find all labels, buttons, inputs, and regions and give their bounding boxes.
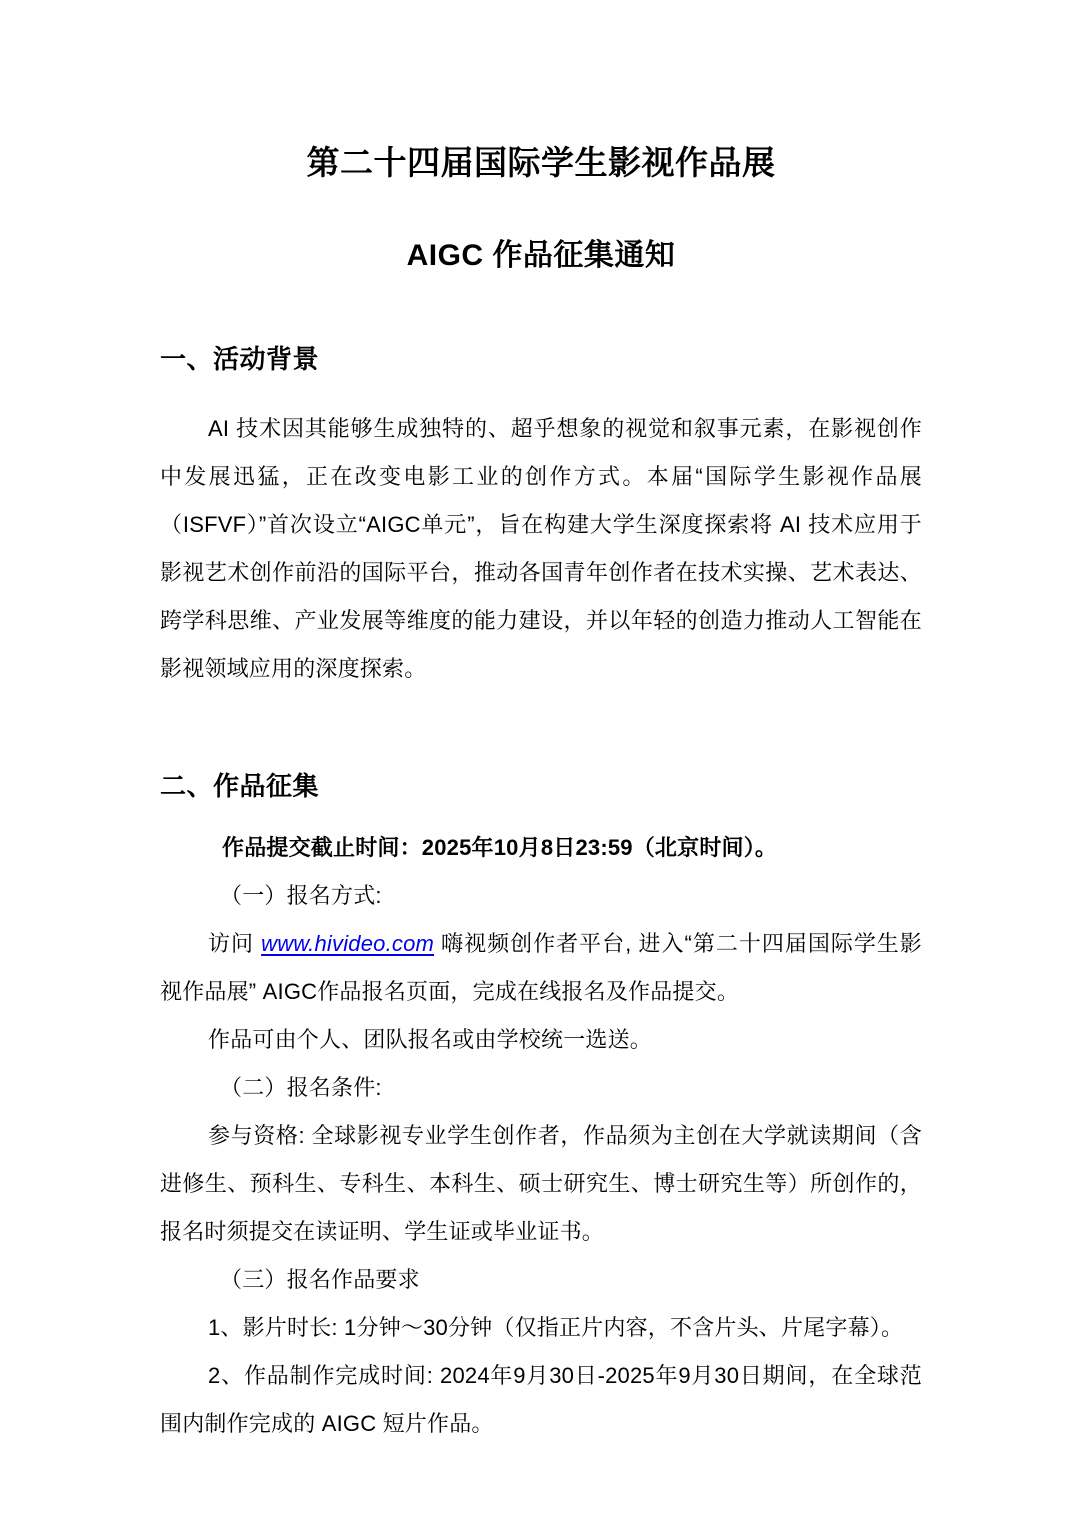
section-heading-background: 一、活动背景 <box>160 344 320 375</box>
background-paragraph: AI 技术因其能够生成独特的、超乎想象的视觉和叙事元素，在影视创作中发展迅猛，正在改变电影工业的创作方式。本届“国际学生影视作品展（ISFVF）”首次设立“AIGC单元”，旨在构建大学生深度探索将 AI 技术应用于影视艺术创作前沿的国际平台，推动各国青年创作者在技术实操、艺术表达、跨学科思维、产业发展等维度的能力建设，并以年轻的创造力推动人工智能在影视领域应用的深度探索。 <box>160 416 922 682</box>
registration-suffix-text: 嗨视频创作者平台, 进入“第二十四届国际学生影视作品展” AIGC作品报名页面，完成在线报名及作品提交。 <box>160 931 923 1005</box>
registration-prefix-text: 访问 <box>208 931 262 957</box>
registration-method-paragraph <box>160 920 922 1016</box>
submission-deadline: 作品提交截止时间：2025年10月8日23:59（北京时间）。 <box>222 835 778 861</box>
page-subtitle: AIGC 作品征集通知 <box>406 238 676 272</box>
subheading-registration-conditions: （二）报名条件: <box>220 1075 382 1101</box>
requirement-item-duration: 1、影片时长: 1分钟～30分钟（仅指正片内容，不含片头、片尾字幕）。 <box>208 1315 904 1341</box>
section-heading-submission: 二、作品征集 <box>160 771 320 802</box>
requirement-item-production-date: 2、作品制作完成时间: 2024年9月30日-2025年9月30日期间，在全球范围内制作完成的 AIGC 短片作品。 <box>160 1363 922 1437</box>
eligibility-paragraph: 参与资格: 全球影视专业学生创作者，作品须为主创在大学就读期间（含进修生、预科生、专科生、本科生、硕士研究生、博士研究生等）所创作的，报名时须提交在读证明、学生证或毕业证书。 <box>160 1123 922 1245</box>
page-title: 第二十四届国际学生影视作品展 <box>306 144 776 181</box>
team-entry-note: 作品可由个人、团队报名或由学校统一选送。 <box>208 1027 653 1053</box>
hivideo-website-link[interactable]: www.hivideo.com <box>261 931 435 957</box>
subheading-registration-method: （一）报名方式: <box>220 883 382 909</box>
document-content <box>160 0 922 1448</box>
subheading-work-requirements: （三）报名作品要求 <box>220 1267 420 1293</box>
